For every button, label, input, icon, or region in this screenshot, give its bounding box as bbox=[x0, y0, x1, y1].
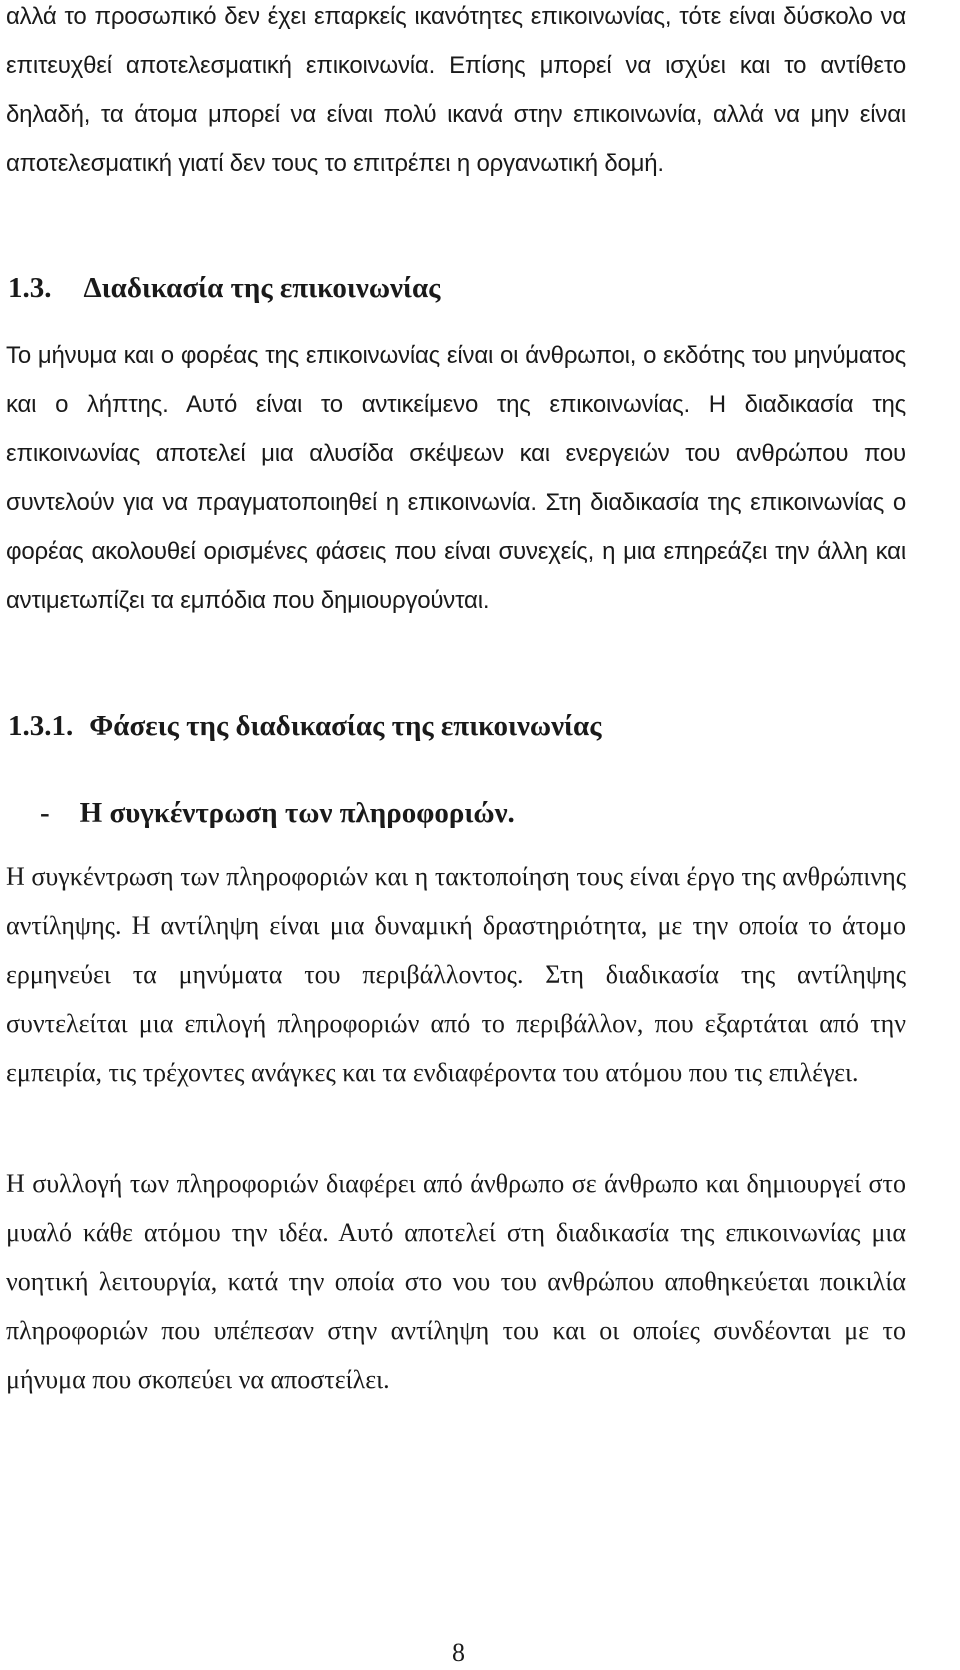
bullet-dash: - bbox=[40, 797, 50, 829]
page-number: 8 bbox=[452, 1638, 465, 1667]
section-number: 1.3. bbox=[8, 272, 52, 304]
bullet-heading-title: Η συγκέντρωση των πληροφοριών. bbox=[79, 797, 515, 829]
subsection-number: 1.3.1. bbox=[8, 710, 74, 742]
paragraph-3 bbox=[6, 852, 906, 1097]
paragraph-4 bbox=[6, 1159, 906, 1404]
paragraph-1 bbox=[6, 0, 906, 188]
paragraph-2 bbox=[6, 331, 906, 625]
paragraph-3-text: Η συγκέντρωση των πληροφοριών και η τακτοποίηση τους είναι έργο της ανθρώπινης αντίληψης. Η αντίληψη είναι μια δυναμική δραστηριότητα, με την οποία το άτομο ερμηνεύει τα μηνύματα του περιβάλλοντος. Στη διαδικασία της αντίληψης συντελείται μια επιλογή πληροφοριών από το περιβάλλον, που εξαρτάται από την εμπειρία, τις τρέχοντες ανάγκες και τα ενδιαφέροντα του ατόμου που τις επιλέγει. bbox=[6, 862, 906, 1087]
section-heading-1-3 bbox=[8, 268, 440, 308]
paragraph-4-text: Η συλλογή των πληροφοριών διαφέρει από άνθρωπο σε άνθρωπο και δημιουργεί στο μυαλό κάθε ατόμου την ιδέα. Αυτό αποτελεί στη διαδικασία της επικοινωνίας μια νοητική λειτουργία, κατά την οποία στο νου του ανθρώπου αποθηκεύεται ποικιλία πληροφοριών που υπέπεσαν στην αντίληψη του και οι οποίες συνδέονται με το μήνυμα που σκοπεύει να αποστείλει. bbox=[6, 1169, 906, 1394]
paragraph-1-text: αλλά το προσωπικό δεν έχει επαρκείς ικανότητες επικοινωνίας, τότε είναι δύσκολο να επιτευχθεί αποτελεσματική επικοινωνία. Επίσης μπορεί να ισχύει και το αντίθετο δηλαδή, τα άτομα μπορεί να είναι πολύ ικανά στην επικοινωνία, αλλά να μην είναι αποτελεσματική γιατί δεν τους το επιτρέπει η οργανωτική δομή. bbox=[6, 3, 906, 177]
bullet-heading bbox=[40, 793, 515, 833]
subsection-title: Φάσεις της διαδικασίας της επικοινωνίας bbox=[89, 710, 602, 742]
subsection-heading-1-3-1 bbox=[8, 706, 601, 746]
paragraph-2-text: Το μήνυμα και ο φορέας της επικοινωνίας είναι οι άνθρωποι, ο εκδότης του μηνύματος και ο λήπτης. Αυτό είναι το αντικείμενο της επικοινωνίας. Η διαδικασία της επικοινωνίας αποτελεί μια αλυσίδα σκέψεων και ενεργειών του ανθρώπου που συντελούν για να πραγματοποιηθεί η επικοινωνία. Στη διαδικασία της επικοινωνίας ο φορέας ακολουθεί ορισμένες φάσεις που είναι συνεχείς, η μια επηρεάζει την άλλη και αντιμετωπίζει τα εμπόδια που δημιουργούνται. bbox=[6, 342, 906, 614]
section-title: Διαδικασία της επικοινωνίας bbox=[83, 272, 441, 304]
